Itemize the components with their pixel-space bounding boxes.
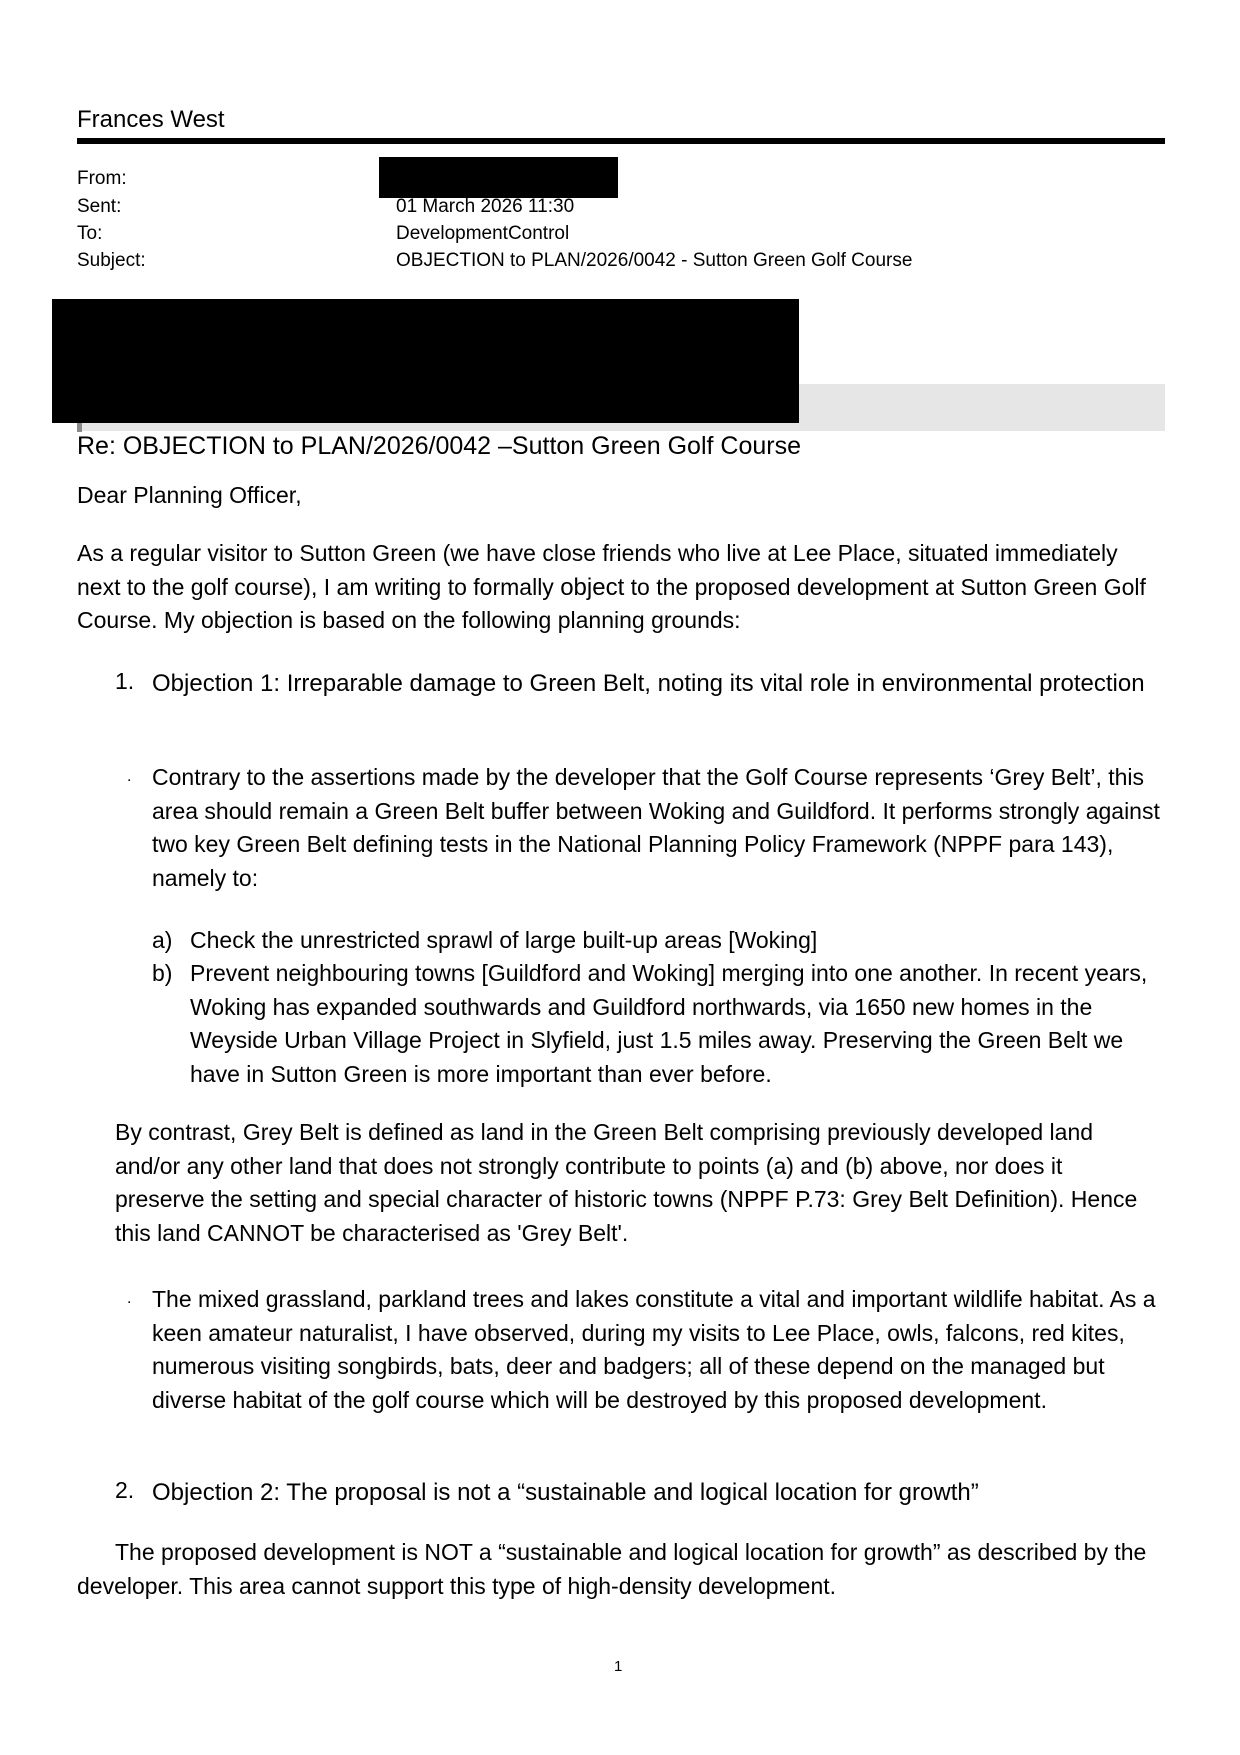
letter-title: Re: OBJECTION to PLAN/2026/0042 –Sutton Green Golf Course [77, 432, 801, 460]
to-label: To: [77, 223, 103, 244]
item-b-text: Prevent neighbouring towns [Guildford and Woking] merging into one another. In recent years, Woking has expanded southwards and Guildford northwards, via 1650 new homes in the Weyside Urban Village Project in Slyfield, just 1.5 miles away. Preserving the Green Belt we have in Sutton Green is more important than ever before. [190, 960, 1148, 1087]
objection1-heading: Objection 1: Irreparable damage to Green Belt, noting its vital role in environmental protection [152, 670, 1145, 697]
item-b-marker: b) [152, 960, 173, 986]
objection1-bullet2: The mixed grassland, parkland trees and lakes constitute a vital and important wildlife habitat. As a keen amateur naturalist, I have observed, during my visits to Lee Place, owls, falcons, red kites, numerous visiting songbirds, bats, deer and badgers; all of these depend on the managed but diverse habitat of the golf course which will be destroyed by this proposed development. [152, 1286, 1156, 1413]
sent-value: 01 March 2026 11:30 [396, 196, 575, 217]
subject-value: OBJECTION to PLAN/2026/0042 - Sutton Green Golf Course [396, 250, 913, 271]
bullet-marker-2: . [127, 1290, 132, 1307]
grey-belt-contrast: By contrast, Grey Belt is defined as land in the Green Belt comprising previously developed land and/or any other land that does not strongly contribute to points (a) and (b) above, nor does it preserve the setting and special character of historic towns (NPPF P.73: Grey Belt Definition). Hence this land CANNOT be characterised as 'Grey Belt'. [115, 1119, 1138, 1246]
header-rule [77, 138, 1165, 144]
objection2-text: The proposed development is NOT a “sustainable and logical location for growth” as described by the developer. This area cannot support this type of high-density development. [77, 1539, 1147, 1599]
objection1-number: 1. [115, 668, 135, 694]
intro-emphasis: object [560, 573, 625, 601]
intro-text-end: to the proposed development at Sutton Green Golf Course. My objection is based on the following planning grounds: [77, 573, 1146, 633]
subject-label: Subject: [77, 250, 146, 271]
intro-paragraph [77, 537, 1167, 638]
to-value: DevelopmentControl [396, 223, 570, 244]
page-number: 1 [614, 1658, 623, 1675]
item-a-text: Check the unrestricted sprawl of large built-up areas [Woking] [190, 927, 818, 953]
objection1-bullet1: Contrary to the assertions made by the developer that the Golf Course represents ‘Grey Belt’, this area should remain a Green Belt buffer between Woking and Guildford. It performs strongly against two key Green Belt defining tests in the National Planning Policy Framework (NPPF para 143), namely to: [152, 764, 1160, 891]
objection2-number: 2. [115, 1477, 135, 1503]
from-label: From: [77, 168, 127, 189]
redacted-from-value [379, 157, 618, 198]
bullet-marker-1: . [127, 768, 132, 785]
objection2-heading: Objection 2: The proposal is not a “sustainable and logical location for growth” [152, 1479, 979, 1506]
item-a-marker: a) [152, 927, 173, 953]
redacted-block [52, 299, 799, 423]
sender-name: Frances West [77, 106, 225, 133]
sent-label: Sent: [77, 196, 122, 217]
salutation: Dear Planning Officer, [77, 482, 302, 508]
intro-text-start: As a regular visitor to Sutton Green (we have close friends who live at Lee Place, situated immediately next to the golf course), I am writing to formally [77, 540, 1118, 600]
